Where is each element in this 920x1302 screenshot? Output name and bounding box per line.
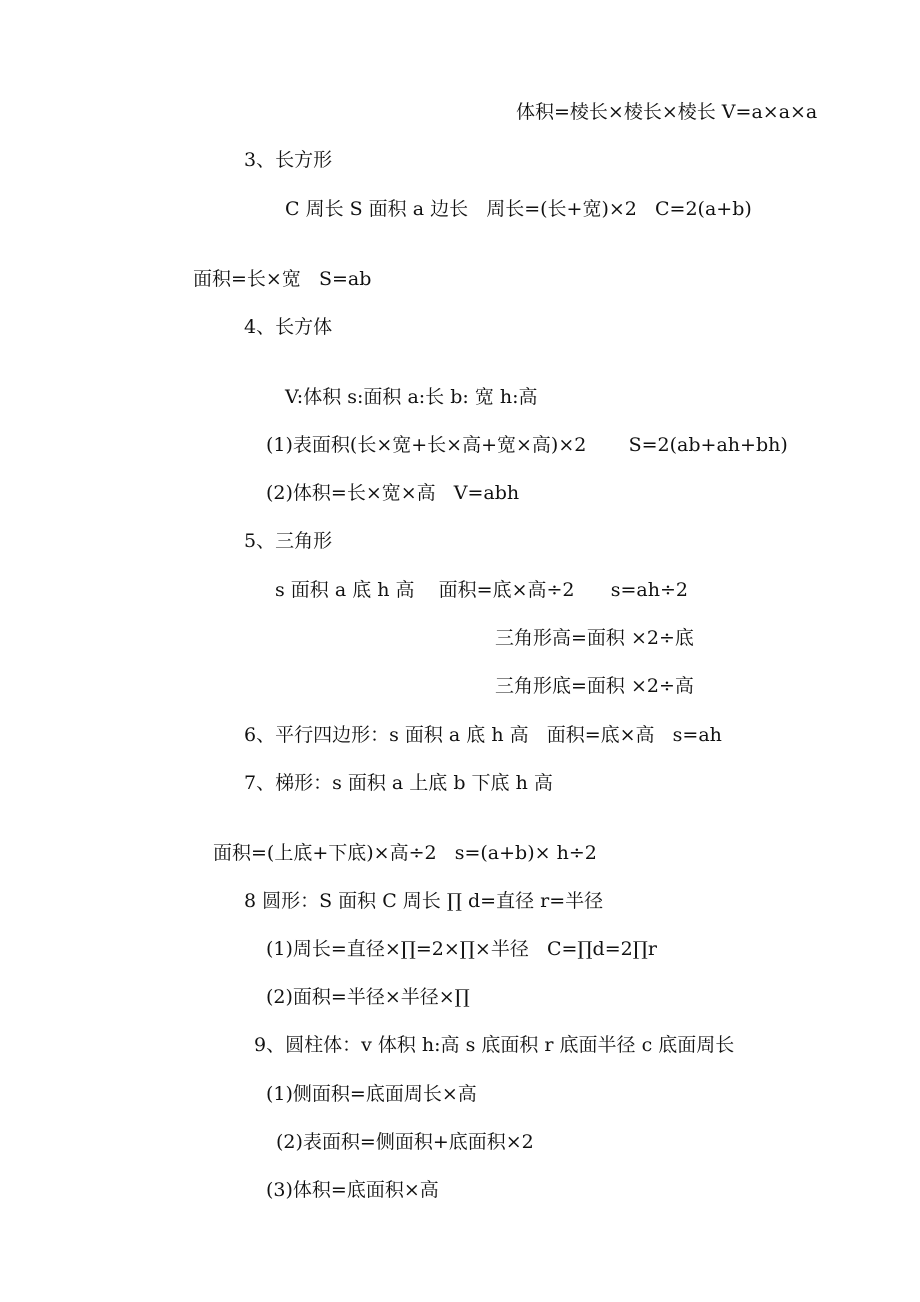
section-8-circle-heading: 8 圆形：S 面积 C 周长 ∏ d=直径 r=半径: [244, 890, 604, 912]
circle-area-formula: (2)面积=半径×半径×∏: [266, 986, 470, 1008]
cylinder-lateral-area-formula: (1)侧面积=底面周长×高: [266, 1083, 477, 1105]
circle-circumference-formula: (1)周长=直径×∏=2×∏×半径 C=∏d=2∏r: [266, 938, 657, 960]
section-5-triangle-heading: 5、三角形: [244, 530, 333, 552]
section-4-cuboid-heading: 4、长方体: [244, 316, 333, 338]
triangle-base-formula: 三角形底=面积 ×2÷高: [495, 675, 694, 697]
cube-volume-formula: 体积=棱长×棱长×棱长 V=a×a×a: [516, 101, 818, 123]
cuboid-surface-area-formula: (1)表面积(长×宽+长×高+宽×高)×2 S=2(ab+ah+bh): [266, 434, 788, 456]
triangle-area-formula: s 面积 a 底 h 高 面积=底×高÷2 s=ah÷2: [275, 579, 688, 601]
section-7-trapezoid-heading: 7、梯形：s 面积 a 上底 b 下底 h 高: [244, 772, 553, 794]
section-3-rectangle-heading: 3、长方形: [244, 149, 333, 171]
triangle-height-formula: 三角形高=面积 ×2÷底: [495, 627, 694, 649]
section-9-cylinder-heading: 9、圆柱体：v 体积 h:高 s 底面积 r 底面半径 c 底面周长: [254, 1034, 735, 1056]
rectangle-perimeter-formula: C 周长 S 面积 a 边长 周长=(长+宽)×2 C=2(a+b): [285, 198, 752, 220]
trapezoid-area-formula: 面积=(上底+下底)×高÷2 s=(a+b)× h÷2: [213, 842, 597, 864]
section-6-parallelogram: 6、平行四边形：s 面积 a 底 h 高 面积=底×高 s=ah: [244, 724, 722, 746]
cylinder-volume-formula: (3)体积=底面积×高: [266, 1179, 439, 1201]
cuboid-volume-formula: (2)体积=长×宽×高 V=abh: [266, 482, 520, 504]
cuboid-variables: V:体积 s:面积 a:长 b: 宽 h:高: [285, 386, 538, 408]
cylinder-surface-area-formula: (2)表面积=侧面积+底面积×2: [276, 1131, 534, 1153]
rectangle-area-formula: 面积=长×宽 S=ab: [193, 268, 372, 290]
